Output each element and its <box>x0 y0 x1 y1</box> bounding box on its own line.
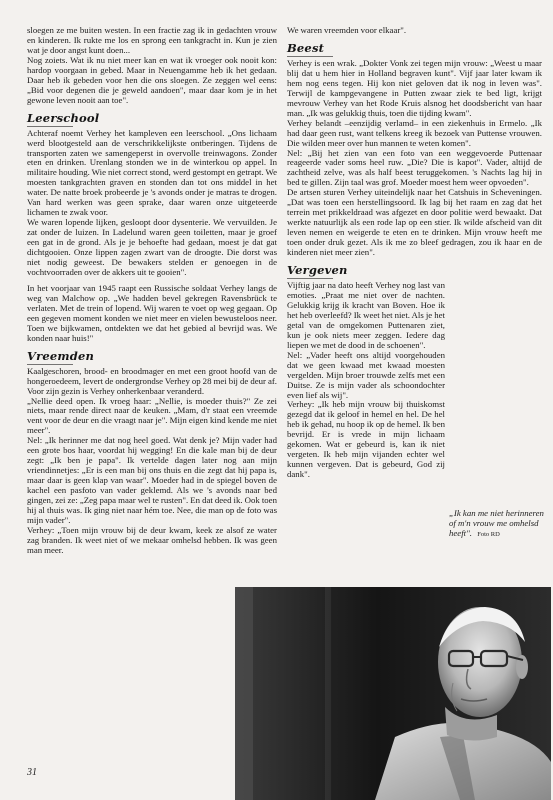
body-paragraph: We waren lopende lijken, gesloopt door dysenterie. We vervuilden. Je zat onder de luizen. In Ladelund waren geen toiletten, maar je groef een gat in de grond. Als je je behoefte had gedaan, moest je dat gat dichtgooien. Onze lippen zagen zwart van de droogte. Die dorst was niet nodig geweest. De bewakers stelden er genoegen in de vochtvoorraden over de akkers uit te gooien". <box>27 217 277 277</box>
body-paragraph: Nel: „Ik herinner me dat nog heel goed. Wat denk je? Mijn vader had een grote bos haar, voordat hij wegging! En die kale man bij de deur zegt: „Ik ben je papa". Ik vertelde dagen later nog aan mijn vriendinnetjes: „Er is een man bij ons thuis en die zegt dat hij papa is, maar daar is geen klap van waar". Moeder had in de spiegel boven de kachel een pasfoto van vader geklemd. Als we 's avonds naar bed gingen, zei ze: „Zeg papa maar wel te rusten". En dat deed ik. Ook toen hij al thuis was. Ik ging niet naar hém toe. Nee, die man op de foto was mijn vader". <box>27 435 277 525</box>
body-paragraph: Verhey: „Toen mijn vrouw bij de deur kwam, keek ze alsof ze water zag branden. Ik weet niet of we mekaar omhelsd hebben. Ik was geen man meer. <box>27 524 277 555</box>
portrait-illustration <box>235 587 551 800</box>
left-column <box>27 26 277 556</box>
portrait-photo <box>235 587 551 800</box>
body-paragraph: Verhey belandt –eenzijdig verlamd– in een ziekenhuis in Ermelo. „Ik had daar geen rust, want telkens kreeg ik bezoek van Puttense vrouwen. Die wilden meer over hun mannen te weten komen". <box>287 117 542 148</box>
right-column <box>287 26 542 480</box>
body-paragraph: Nel: „Bij het zien van een foto van een weggevoerde Puttenaar reageerde vader soms heel ruw. „Die? Die is kapot". Vader, altijd de zachtheid zelve, was als half beest teruggekomen. 's Nachts lag hij in bed te gillen. Zijn taal was grof. Moeder moest hem weer opvoeden". <box>287 147 542 188</box>
body-paragraph: We waren vreemden voor elkaar". <box>287 25 407 35</box>
page-number: 31 <box>27 767 37 778</box>
body-paragraph: Nog zoiets. Wat ik nu niet meer kan en wat ik vroeger ook nooit kon: hardop voorgaan in gebed. Maar in Neuengamme heb ik het gedaan. Daar heb ik gebeden voor hen die ons sloegen. Ze zeggen wel eens: „Bid voor degenen die je geweld aandoen", maar daar kom je in het gewone leven nooit aan toe". <box>27 54 277 105</box>
body-paragraph: Vijftig jaar na dato heeft Verhey nog last van emoties. „Praat me niet over de nachten. Gelukkig krijg ik kracht van Boven. Hoe ik het heb overleefd? Ik weet het niet. Als je het getal van de omgekomen Puttenaren ziet, kun je ook niets meer zeggen. Iedere dag liepen we met de dood in de schoenen". <box>287 280 445 350</box>
photo-caption <box>449 508 544 540</box>
body-paragraph: Verhey is een wrak. „Dokter Vonk zei tegen mijn vrouw: „Weest u maar blij dat u hem hier in Holland begraven kunt". Vijf jaar later kwam ik hem nog eens tegen. Hij kon niet geloven dat ik nog in leven was". Terwijl de kampgevangene in Putten zwaar ziek te bed ligt, krijgt mevrouw Verhey van het Rode Kruis alsnog het doodsbericht van haar man. „Ik was gelukkig thuis, toen die tijding kwam". <box>287 57 542 118</box>
photo-credit: Foto RD <box>477 531 500 538</box>
body-paragraph: Verhey: „Ik heb mijn vrouw bij thuiskomst gezegd dat ik geloof in hemel en hel. De hel heb ik gehad, nu hoop ik op de hemel. Ik ben bevrijd. Er is vrede in mijn lichaam gekomen. Wat er gebeurd is, kan ik niet vergeten. Ik heb mijn vijanden echter wel kunnen vergeven. Dat is gebeurd, God zij dank". <box>287 399 445 480</box>
section-heading-vreemden: Vreemden <box>27 350 277 365</box>
section-heading-leerschool: Leerschool <box>27 112 277 127</box>
section-heading-beest: Beest <box>287 42 542 57</box>
body-paragraph: Nel: „Vader heeft ons altijd voorgehouden dat we geen kwaad met kwaad moesten vergelden. Mijn broer trouwde zelfs met een Duitse. Ze is mijn vader als schoondochter even lief als wij". <box>287 349 445 400</box>
body-paragraph: „Nellie deed open. Ik vroeg haar: „Nellie, is moeder thuis?" Ze zei niets, maar rende direct naar de keuken. „Mam, d'r staat een vreemde vent voor de deur en die vraagt naar je". Mijn eigen kind kende me niet meer". <box>27 395 277 436</box>
body-paragraph: sloegen ze me buiten westen. In een fractie zag ik in gedachten vrouw en kinderen. Ik rukte me los en sprong een tankgracht in. Kun je zien wat je door angst kunt doen... <box>27 25 277 55</box>
body-paragraph: Achteraf noemt Verhey het kampleven een leerschool. „Ons lichaam werd blootgesteld aan de verschrikkelijkste ontberingen. Tijdens de transporten zaten we samengeperst in overvolle treinwagons. Zonder eten en drinken. Urenlang stonden we in de winterkou op appel. In militaire houding. Wie niet correct stond, werd gestompt en getrapt. We moesten tankgrachten graven en stonden dan tot ons middel in het water. De natte broek probeerde je 's avonds onder je matras te drogen. Van hard werken was geen sprake, daar waren onze uitgeteerde lichamen te zwak voor. <box>27 127 277 218</box>
body-paragraph: In het voorjaar van 1945 raapt een Russische soldaat Verhey langs de weg van Malchow op. „We hadden bevel gekregen Ravensbrück te verlaten. Met de trein of lopend. Wij waren te voet op weg gegaan. Op een gegeven moment konden we niet meer en vielen bewusteloos neer. Toen we bijkwamen, ontdekten we dat het gebied al bevrijd was. We konden naar huis!" <box>27 282 277 343</box>
body-paragraph: De artsen sturen Verhey uiteindelijk naar het Catshuis in Scheveningen. „Dat was toen een herstellingsoord. Ik lag bij het raam en zag dat het terrein met prikkeldraad was afgezet en door politie werd bewaakt. Dat werkte natuurlijk als een rode lap op een stier. Ik wilde afscheid van dit leven nemen en weigerde te eten en te drinken. Mijn vrouw heeft me toen onder druk gezet. Als ik me zo bleef gedragen, zou ik haar en de kinderen niet meer zien". <box>287 187 542 258</box>
section-heading-vergeven: Vergeven <box>287 264 542 279</box>
caption-text: „Ik kan me niet herinneren of m'n vrouw me omhelsd heeft". <box>449 508 544 538</box>
body-paragraph: Kaalgeschoren, brood- en broodmager en met een groot hoofd van de hongeroedeem, levert de ondergrondse Verhey op 28 mei bij de deur af. Voor zijn gezin is Verhey onherkenbaar veranderd. <box>27 365 277 396</box>
